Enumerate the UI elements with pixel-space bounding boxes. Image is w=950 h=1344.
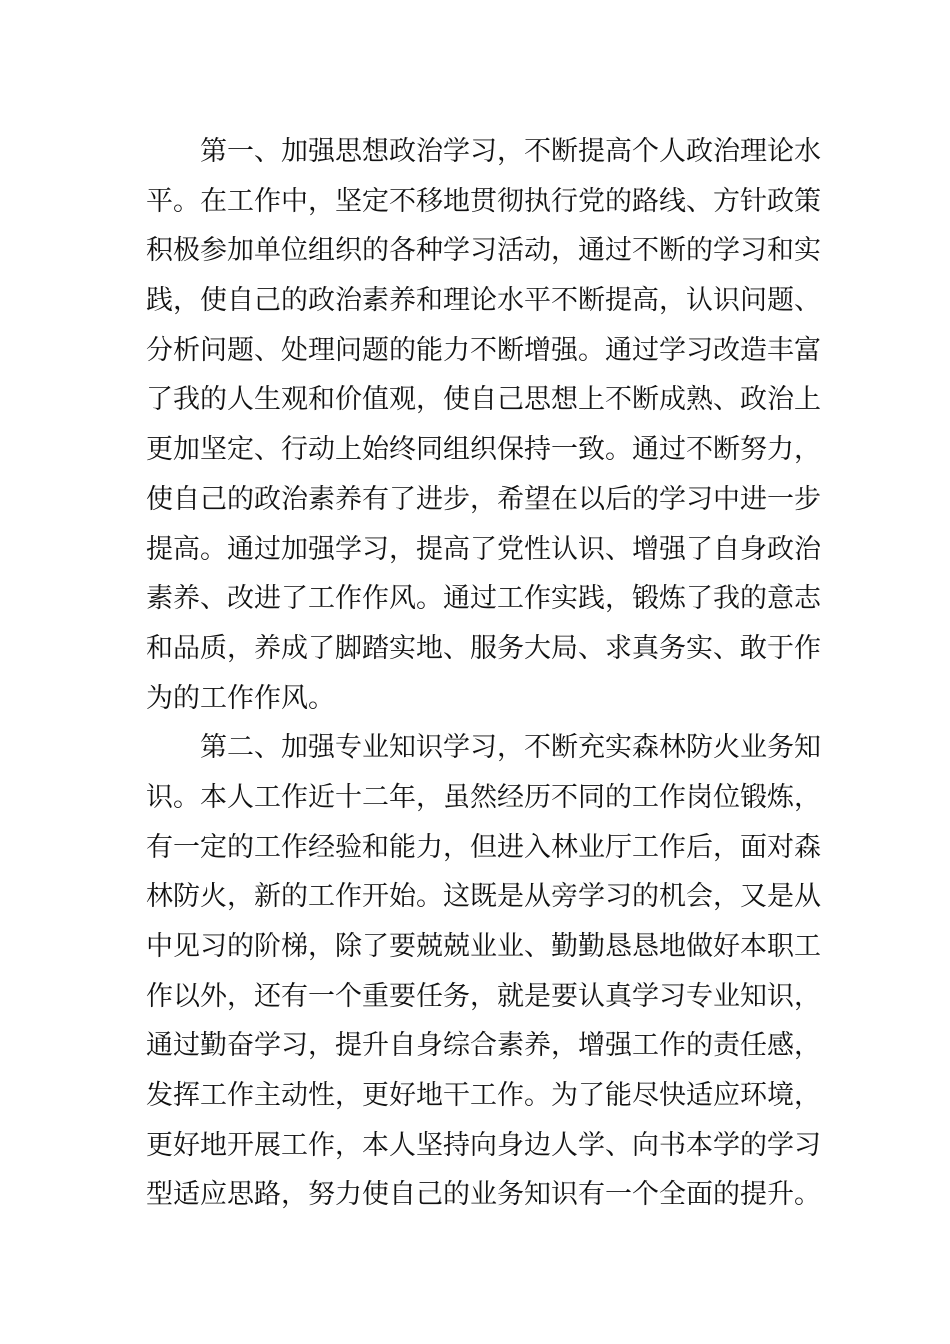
paragraph-line: 有一定的工作经验和能力，但进入林业厅工作后，面对森 (146, 831, 821, 863)
paragraph-line: 型适应思路，努力使自己的业务知识有一个全面的提升。 (146, 1179, 821, 1211)
paragraph-line: 平。在工作中，坚定不移地贯彻执行党的路线、方针政策 (146, 185, 821, 217)
paragraph-line: 素养、改进了工作作风。通过工作实践，锻炼了我的意志 (146, 583, 821, 615)
paragraph-line: 发挥工作主动性，更好地干工作。为了能尽快适应环境， (146, 1080, 821, 1112)
paragraph-line: 中见习的阶梯，除了要兢兢业业、勤勤恳恳地做好本职工 (146, 931, 821, 962)
paragraph-line: 更加坚定、行动上始终同组织保持一致。通过不断努力， (146, 434, 821, 466)
paragraph-line: 分析问题、处理问题的能力不断增强。通过学习改造丰富 (146, 334, 821, 366)
paragraph-line: 提高。通过加强学习，提高了党性认识、增强了自身政治 (146, 533, 821, 565)
paragraph-line: 通过勤奋学习，提升自身综合素养，增强工作的责任感， (146, 1030, 821, 1062)
paragraph-1 (146, 127, 821, 723)
paragraph-line: 为的工作作风。 (146, 682, 335, 714)
paragraph-line: 了我的人生观和价值观，使自己思想上不断成熟、政治上 (146, 384, 821, 416)
paragraph-line: 和品质，养成了脚踏实地、服务大局、求真务实、敢于作 (146, 632, 821, 664)
paragraph-line: 践，使自己的政治素养和理论水平不断提高，认识问题、 (146, 285, 821, 317)
paragraph-line: 林防火，新的工作开始。这既是从旁学习的机会，又是从 (146, 881, 821, 913)
paragraph-line: 更好地开展工作，本人坚持向身边人学、向书本学的学习 (146, 1129, 821, 1161)
paragraph-line: 识。本人工作近十二年，虽然经历不同的工作岗位锻炼， (146, 781, 821, 813)
paragraph-line: 第二、加强专业知识学习，不断充实森林防火业务知 (200, 732, 821, 764)
paragraph-2 (146, 723, 821, 1220)
paragraph-line: 使自己的政治素养有了进步，希望在以后的学习中进一步 (146, 483, 821, 515)
document-body (146, 127, 821, 1220)
paragraph-line: 作以外，还有一个重要任务，就是要认真学习专业知识， (146, 980, 821, 1012)
paragraph-line: 第一、加强思想政治学习，不断提高个人政治理论水 (200, 136, 821, 167)
paragraph-line: 积极参加单位组织的各种学习活动，通过不断的学习和实 (146, 235, 821, 267)
